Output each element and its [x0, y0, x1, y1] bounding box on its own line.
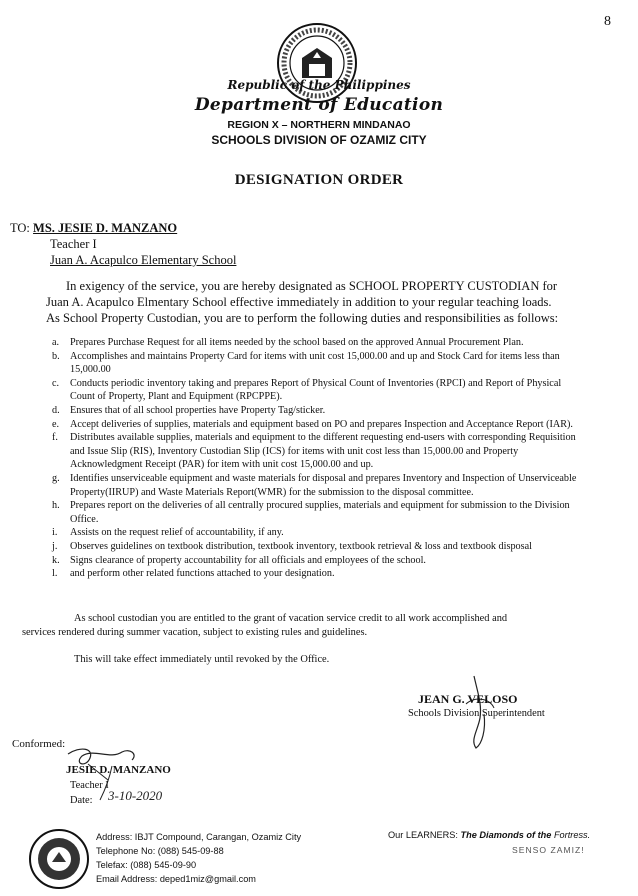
item-text: and perform other related functions attached to your designation.	[70, 568, 335, 580]
signatory-title: Schools Division Superintendent	[408, 708, 545, 719]
footer-telephone: Telephone No: (088) 545-09-88	[96, 846, 224, 856]
item-text: Identifies unserviceable equipment and waste materials for disposal and prepares Inventory and Inspection of Unserviceable Property(IIRUP) and Waste Materials Report(WMR) for the submission to the disposal committee.	[70, 472, 577, 498]
footer-tagline	[388, 830, 590, 840]
conforme-date-label: Date:	[70, 795, 93, 806]
to-label: TO:	[10, 221, 30, 235]
item-text: Accept deliveries of supplies, materials and equipment based on PO and prepares Inspection and Acceptance Report (IAR).	[70, 418, 573, 430]
list-item	[52, 554, 580, 568]
recipient-block	[10, 220, 236, 268]
tagline-prefix: Our LEARNERS:	[388, 830, 458, 840]
paragraph-line: As school custodian you are entitled to the grant of vacation service credit to all work accomplished and	[74, 613, 508, 624]
item-marker: g.	[52, 472, 60, 484]
item-text: Observes guidelines on textbook distribution, textbook inventory, textbook retrieval & loss and textbook disposal	[70, 540, 532, 552]
entitlement-paragraph	[22, 612, 582, 640]
division-seal-icon	[28, 828, 90, 890]
department-heading: Department of Education	[194, 95, 444, 115]
footer-senso: SENSO ZAMIZ!	[512, 845, 585, 855]
list-item	[52, 499, 580, 526]
tagline-brand: The Diamonds of the	[460, 830, 552, 840]
list-item	[52, 418, 580, 432]
item-marker: f.	[52, 432, 58, 444]
item-text: Ensures that of all school properties have Property Tag/sticker.	[70, 404, 326, 416]
division-heading: SCHOOLS DIVISION OF OZAMIZ CITY	[211, 133, 427, 147]
footer-address-block	[96, 830, 301, 886]
item-marker: a.	[52, 337, 60, 348]
document-title: DESIGNATION ORDER	[234, 172, 404, 188]
intro-line: As School Property Custodian, you are to perform the following duties and responsibilities as follows:	[46, 311, 559, 325]
item-text: Distributes available supplies, materials and equipment to the different requesting end-users with corresponding Requisition and Issue Slip (RIS), Inventory Custodian Slip (ICS) for items with unit cost less than 15,000.00 and Property Acknowledgment Receipt (PAR) for item with unit cost 15,000.00 and up.	[70, 432, 576, 471]
list-item	[52, 377, 580, 404]
list-item	[52, 350, 580, 377]
intro-line: Juan A. Acapulco Elmentary School effective immediately in addition to your regular teaching loads.	[46, 295, 552, 309]
item-marker: h.	[52, 500, 60, 512]
recipient-position: Teacher I	[50, 237, 97, 251]
list-item	[52, 526, 580, 540]
intro-line: In exigency of the service, you are hereby designated as SCHOOL PROPERTY CUSTODIAN for	[66, 279, 558, 293]
conforme-name: JESIE D. MANZANO	[66, 764, 171, 776]
region-heading: REGION X – NORTHERN MINDANAO	[227, 119, 411, 131]
item-text: Conducts periodic inventory taking and prepares Report of Physical Count of Inventories (RPCI) and Report of Physical Count of Property, Plant and Equipment (RPCPPE).	[70, 377, 562, 403]
list-item	[52, 540, 580, 554]
footer-telefax: Telefax: (088) 545-09-90	[96, 860, 197, 870]
duties-list	[52, 336, 580, 581]
signatory-name: JEAN G. VELOSO	[418, 692, 518, 706]
item-text: Prepares Purchase Request for all items needed by the school based on the approved Annual Procurement Plan.	[70, 337, 524, 348]
republic-heading: Republic of the Philippines	[227, 78, 411, 92]
tagline-end: Fortress.	[553, 830, 591, 840]
item-text: Prepares report on the deliveries of all centrally procured supplies, materials and equipment for submission to the Division Office.	[70, 500, 570, 525]
item-marker: j.	[52, 540, 58, 552]
item-marker: l.	[52, 568, 58, 580]
list-item	[52, 472, 580, 499]
item-marker: d.	[52, 404, 60, 416]
list-item	[52, 431, 580, 472]
conformed-label: Conformed:	[12, 738, 66, 750]
item-marker: c.	[52, 377, 60, 389]
conforme-role: Teacher I	[70, 780, 109, 791]
item-marker: i.	[52, 527, 58, 539]
list-item	[52, 336, 580, 350]
item-marker: e.	[52, 418, 60, 430]
footer-email: Email Address: deped1miz@gmail.com	[96, 874, 256, 884]
paragraph-line: services rendered during summer vacation, subject to existing rules and guidelines.	[22, 627, 368, 638]
intro-paragraph	[46, 278, 586, 326]
list-item	[52, 404, 580, 418]
item-text: Assists on the request relief of accountability, if any.	[70, 527, 284, 539]
list-item	[52, 567, 580, 581]
footer-address: Address: IBJT Compound, Carangan, Ozamiz City	[96, 832, 302, 842]
item-text: Accomplishes and maintains Property Card for items with unit cost 15,000.00 and up and Stock Card for items less than 15,000.00	[70, 350, 560, 376]
item-marker: b.	[52, 350, 60, 362]
item-text: Signs clearance of property accountability for all officials and employees of the school.	[70, 554, 426, 566]
conforme-date-value: 3-10-2020	[108, 788, 163, 803]
page-number: 8	[604, 14, 611, 29]
recipient-school: Juan A. Acapulco Elementary School	[50, 253, 237, 267]
effectivity-paragraph: This will take effect immediately until revoked by the Office.	[74, 654, 330, 665]
recipient-name: MS. JESIE D. MANZANO	[33, 221, 178, 235]
item-marker: k.	[52, 554, 60, 566]
